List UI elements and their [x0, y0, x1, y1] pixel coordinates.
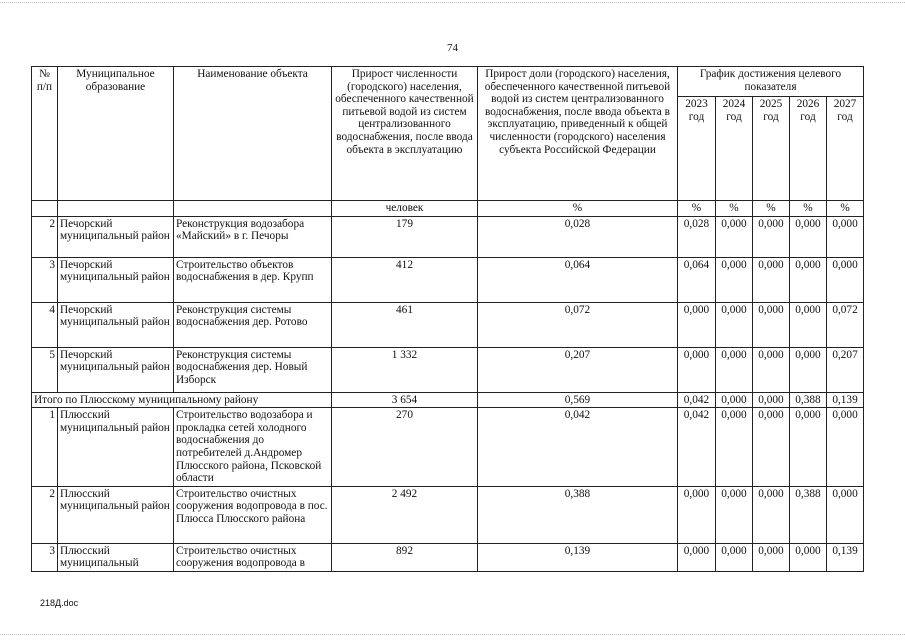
row-2027: 0,072: [827, 302, 864, 347]
row-2026: 0,000: [790, 408, 827, 487]
table-row: [32, 486, 864, 543]
row-object: Реконструкция водозабора «Майский» в г. Печоры: [174, 216, 332, 257]
row-no: 1: [32, 408, 58, 487]
row-share: 0,072: [478, 302, 678, 347]
header-year-2025: 2025 год: [753, 97, 790, 201]
row-no: 2: [32, 216, 58, 257]
row-people: 412: [332, 257, 478, 302]
row-people: 179: [332, 216, 478, 257]
row-2025: 0,000: [753, 257, 790, 302]
row-no: 3: [32, 543, 58, 571]
row-2023: 0,000: [678, 543, 716, 571]
header-year-2024: 2024 год: [716, 97, 753, 201]
row-share: 0,207: [478, 347, 678, 392]
table-row: [32, 408, 864, 487]
target-indicator-table: [31, 66, 864, 572]
row-object: Строительство объектов водоснабжения в дер. Крупп: [174, 257, 332, 302]
total-2025: 0,000: [753, 392, 790, 408]
row-2024: 0,000: [716, 347, 753, 392]
header-schedule: График достижения целевого показателя: [678, 67, 864, 97]
row-2023: 0,000: [678, 347, 716, 392]
row-object: Строительство очистных сооружения водопровода в пос. Плюсса Плюсского района: [174, 486, 332, 543]
table-row: [32, 347, 864, 392]
total-label: Итого по Плюсскому муниципальному району: [32, 392, 332, 408]
scan-edge-top: [0, 2, 905, 3]
row-2027: 0,000: [827, 486, 864, 543]
row-no: 4: [32, 302, 58, 347]
row-2026: 0,388: [790, 486, 827, 543]
row-2026: 0,000: [790, 257, 827, 302]
row-2024: 0,000: [716, 543, 753, 571]
row-people: 892: [332, 543, 478, 571]
row-share: 0,028: [478, 216, 678, 257]
row-share: 0,388: [478, 486, 678, 543]
page-number: 74: [447, 42, 458, 54]
row-2025: 0,000: [753, 408, 790, 487]
row-2024: 0,000: [716, 257, 753, 302]
row-municipality: Плюсский муниципальный район: [58, 408, 174, 487]
row-people: 2 492: [332, 486, 478, 543]
table-row: [32, 216, 864, 257]
row-2025: 0,000: [753, 347, 790, 392]
row-2025: 0,000: [753, 216, 790, 257]
total-2027: 0,139: [827, 392, 864, 408]
unit-percent: %: [753, 201, 790, 217]
row-2027: 0,000: [827, 257, 864, 302]
row-object: Реконструкция системы водоснабжения дер. Новый Изборск: [174, 347, 332, 392]
row-no: 3: [32, 257, 58, 302]
row-people: 1 332: [332, 347, 478, 392]
table-row: [32, 543, 864, 571]
row-share: 0,139: [478, 543, 678, 571]
row-2024: 0,000: [716, 408, 753, 487]
total-row: [32, 392, 864, 408]
row-2024: 0,000: [716, 486, 753, 543]
header-year-2027: 2027 год: [827, 97, 864, 201]
table-row: [32, 302, 864, 347]
unit-percent: %: [827, 201, 864, 217]
unit-percent: %: [716, 201, 753, 217]
unit-empty: [174, 201, 332, 217]
row-object: Реконструкция системы водоснабжения дер. Ротово: [174, 302, 332, 347]
row-2026: 0,000: [790, 347, 827, 392]
row-2025: 0,000: [753, 302, 790, 347]
row-municipality: Плюсский муниципальный: [58, 543, 174, 571]
header-municipality: Муниципальное образование: [58, 67, 174, 201]
row-2023: 0,000: [678, 302, 716, 347]
row-object: Строительство очистных сооружения водопровода в: [174, 543, 332, 571]
header-population-gain: Прирост численности (городского) населения, обеспеченного качественной питьевой водой из систем централизованного водоснабжения, после ввода объекта в эксплуатацию: [332, 67, 478, 201]
row-object: Строительство водозабора и прокладка сетей холодного водоснабжения до потребителей д.Андромер Плюсского района, Псковской области: [174, 408, 332, 487]
row-2025: 0,000: [753, 543, 790, 571]
row-municipality: Печорский муниципальный район: [58, 257, 174, 302]
header-year-2026: 2026 год: [790, 97, 827, 201]
header-object: Наименование объекта: [174, 67, 332, 201]
unit-empty: [32, 201, 58, 217]
row-2026: 0,000: [790, 543, 827, 571]
row-2024: 0,000: [716, 302, 753, 347]
unit-percent: %: [790, 201, 827, 217]
header-share-gain: Прирост доли (городского) населения, обеспеченного качественной питьевой водой из систем централизованного водоснабжения, после ввода объекта в эксплуатацию, приведенный к общей численности (городского) населения субъекта Российской Федерации: [478, 67, 678, 201]
row-no: 2: [32, 486, 58, 543]
row-municipality: Печорский муниципальный район: [58, 302, 174, 347]
row-2026: 0,000: [790, 302, 827, 347]
row-2024: 0,000: [716, 216, 753, 257]
row-2027: 0,000: [827, 408, 864, 487]
row-municipality: Печорский муниципальный район: [58, 216, 174, 257]
row-share: 0,064: [478, 257, 678, 302]
total-2024: 0,000: [716, 392, 753, 408]
total-2023: 0,042: [678, 392, 716, 408]
header-year-2023: 2023 год: [678, 97, 716, 201]
scan-edge-bottom: [0, 634, 905, 635]
row-no: 5: [32, 347, 58, 392]
unit-percent: %: [678, 201, 716, 217]
row-2027: 0,000: [827, 216, 864, 257]
row-2025: 0,000: [753, 486, 790, 543]
row-2023: 0,000: [678, 486, 716, 543]
row-people: 270: [332, 408, 478, 487]
unit-empty: [58, 201, 174, 217]
row-2026: 0,000: [790, 216, 827, 257]
unit-people: человек: [332, 201, 478, 217]
row-2027: 0,139: [827, 543, 864, 571]
row-2023: 0,064: [678, 257, 716, 302]
total-share: 0,569: [478, 392, 678, 408]
table-row: [32, 257, 864, 302]
unit-percent: %: [478, 201, 678, 217]
row-2023: 0,028: [678, 216, 716, 257]
row-share: 0,042: [478, 408, 678, 487]
header-no: № п/п: [32, 67, 58, 201]
total-2026: 0,388: [790, 392, 827, 408]
row-municipality: Печорский муниципальный район: [58, 347, 174, 392]
total-people: 3 654: [332, 392, 478, 408]
row-2027: 0,207: [827, 347, 864, 392]
row-2023: 0,042: [678, 408, 716, 487]
row-people: 461: [332, 302, 478, 347]
file-name-footer: 218Д.doc: [40, 598, 79, 608]
row-municipality: Плюсский муниципальный район: [58, 486, 174, 543]
